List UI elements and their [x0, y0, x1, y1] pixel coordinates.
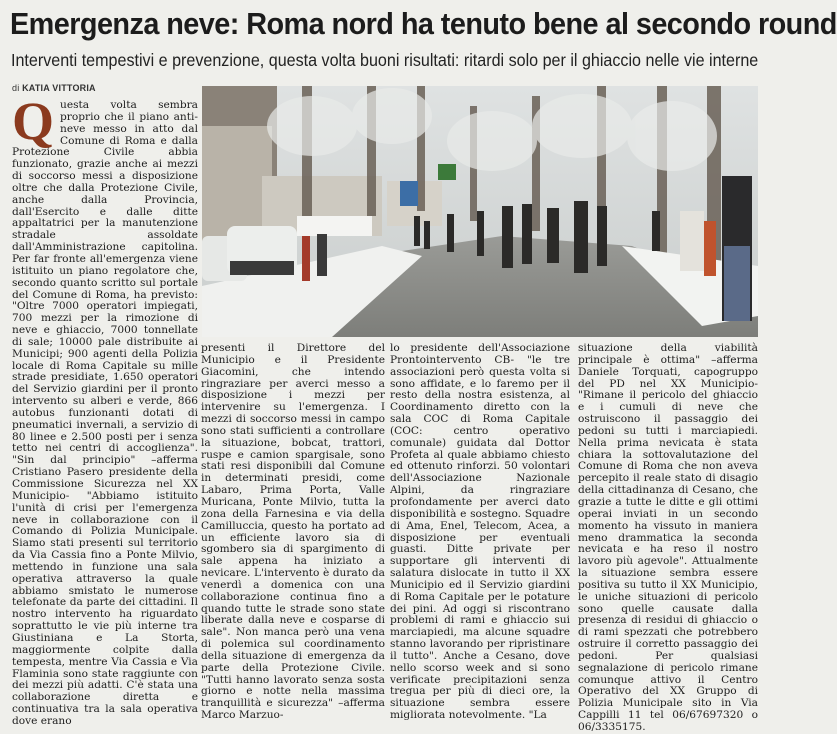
- article-column-2: presenti il Direttore del Municipio e il Presidente Giacomini, che intendo ringraziare per averci messo a disposizione i mezzi per intervenire su l'emergenza. I mezzi di soccorso messi in campo sono stati sufficienti a controllare la situazione, bobcat, trattori, ruspe e camion spargisale, sono stati resi disponibili dal Comune in determinati presidi, come Labaro, Prima Porta, Valle Muricana, Ponte Milvio, tutta la zona della Farnesina e via della Camilluccia, questo ha portato ad un efficiente lavoro sia di sgombero sia di spargimento di sale appena ha iniziato a nevicare. L'intervento è durato da venerdì a domenica con una collaborazione continua fino a quando tutte le strade sono state liberate dalla neve e cosparse di sale". Non manca però una vena di polemica sul coordinamento della situazione di emergenza da parte della Protezione Civile. "Tutti hanno lavorato senza sosta giorno e notte nella massima tranquillità e sicurezza" –afferma Marco Marzuo-: [201, 342, 385, 722]
- column-1-text: uesta volta sembra proprio che il piano anti-neve messo in atto dal Comune di Roma e dalla Protezione Civile abbia funzionato, grazie anche ai mezzi di soccorso messi a disposizione oltre che dalla Protezione Civile, anche dalla Provincia, dall'Esercito e dalle ditte appaltatrici per la manutenzione stradale assoldate dall'Amministrazione capitolina. Per far fronte all'emergenza viene istituito un piano regolatore che, secondo quanto scritto sul portale del Comune di Roma, ha previsto: "Oltre 7000 operatori impiegati, 700 mezzi per la rimozione di neve e ghiaccio, 7000 tonnellate di sale; 10000 pale distribuite ai Municipi; 900 agenti della Polizia locale di Roma Capitale su mille strade presidiate, 1.650 operatori del Servizio giardini per il pronto intervento su alberi e verde, 866 autobus funzionanti dotati di pneumatici invernali, a servizio di 80 linee e 2.500 posti per i senza tetto nei centri di accoglienza". "Sin dal principio" –afferma Cristiano Pasero presidente della Commissione Sicurezza nel XX Municipio- "Abbiamo istituito l'unità di crisi per l'emergenza neve in collaborazione con il Comando di Polizia Municipale. Siamo stati presenti sul territorio da Via Cassia fino a Ponte Milvio, mettendo in funzione una sala operativa attraverso la quale abbiamo smistato le numerose telefonate da parte dei cittadini. Il nostro intervento ha riguardato soprattutto le vie più interne tra Giustiniana e La Storta, maggiormente colpite dalla tempesta, mentre Via Cassia e Via Flaminia sono state raggiunte con dei mezzi più adatti. C'è stata una collaborazione diretta e continuativa tra la sala operativa dove erano: [12, 99, 198, 727]
- byline-author: KATIA VITTORIA: [22, 83, 96, 93]
- snowy-street-photo: [202, 86, 758, 337]
- byline-prefix: di: [12, 83, 20, 93]
- subheadline: Interventi tempestivi e prevenzione, questa volta buoni risultati: ritardi solo per il ghiaccio nelle vie interne: [11, 50, 759, 70]
- headline: Emergenza neve: Roma nord ha tenuto bene al secondo round: [10, 6, 837, 41]
- photo-illustration: [202, 86, 758, 337]
- drop-cap: Q: [12, 91, 55, 151]
- article-column-4: situazione della viabilità principale è ottima" –afferma Daniele Torquati, capogruppo del PD nel XX Municipio- "Rimane il pericolo del ghiaccio e i cumuli di neve che ostruiscono il passaggio dei pedoni su tutti i marciapiedi. Nella prima nevicata è stata chiara la sottovalutazione del Comune di Roma che non aveva percepito il reale stato di disagio della cittadinanza di Cesano, che grazie a tutte le ditte e gli ottimi operai inviati in un secondo momento ha vissuto in maniera meno drammatica la seconda nevicata e ha reso il nostro lavoro più agevole". Attualmente la situazione sembra essere positiva su tutto il XX Municipio, le uniche situazioni di pericolo sono quelle causate dalla presenza di residui di ghiaccio o di rami spezzati che potrebbero ostruire il corretto passaggio dei pedoni. Per qualsiasi segnalazione di pericolo rimane comunque attivo il Centro Operativo del XX Gruppo di Polizia Municipale sito in Via Cappilli 11 tel 06/67697320 o 06/3335175.: [578, 342, 758, 733]
- article-column-3: lo presidente dell'Associazione Prontointervento CB- "le tre associazioni però questa volta si sono affidate, e lo faremo per il resto della nostra esistenza, al Coordinamento diretto con la sala COC di Roma Capitale (COC: centro operativo comunale) guidata dal Dottor Profeta al quale abbiamo chiesto ed ottenuto rinforzi. 50 volontari dell'Associazione Nazionale Alpini, da ringraziare profondamente per averci dato disponibilità e sostegno. Squadre di Ama, Enel, Telecom, Acea, a disposizione per eventuali guasti. Ditte private per supportare gli interventi di salatura dislocate in tutto il XX Municipio ed il Servizio giardini di Roma Capitale per le potature dei pini. Ad oggi si riscontrano problemi di rami e ghiaccio sui marciapiedi, ma alcune squadre stanno lavorando per ripristinare il tutto". Anche a Cesano, dove nello scorso week and si sono verificate precipitazioni senza tregua per più di dieci ore, la situazione sembra essere migliorata notevolmente. "La: [390, 342, 570, 722]
- article-column-1: [12, 91, 198, 727]
